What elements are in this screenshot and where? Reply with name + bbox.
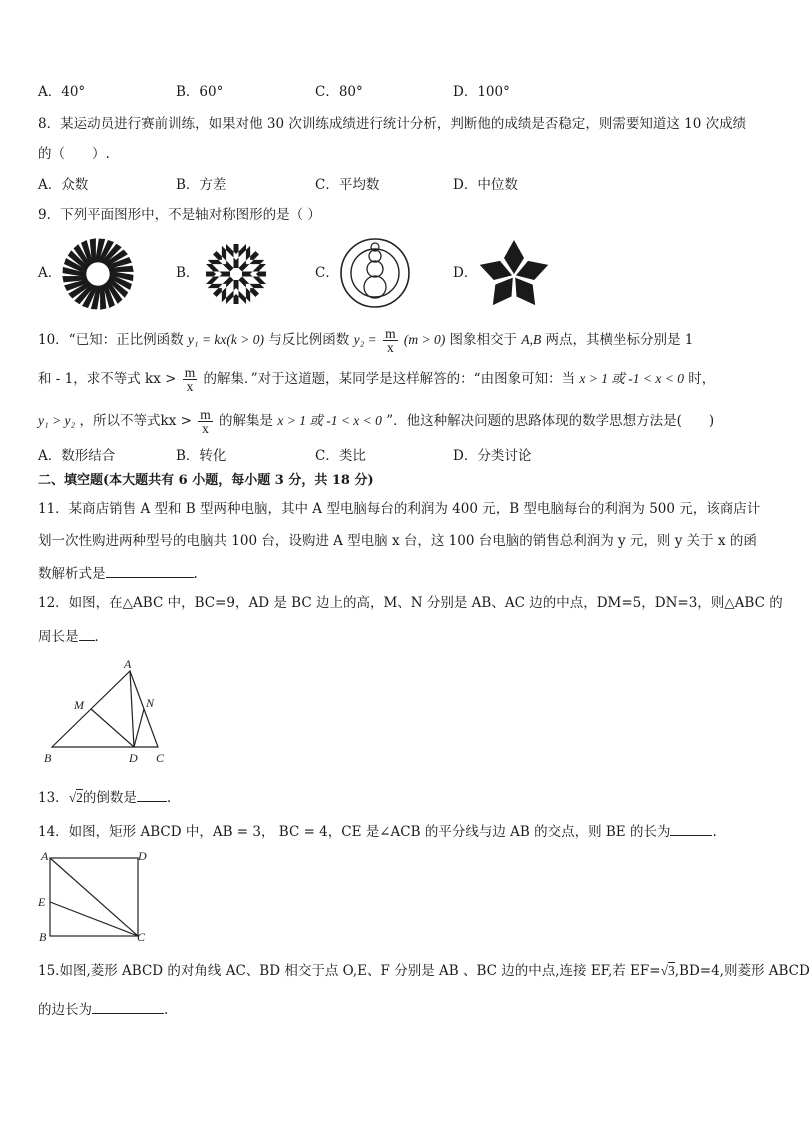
q9-figure-c-circles <box>338 236 412 310</box>
q10-text-3b: ，所以不等式kx > <box>79 413 192 429</box>
q12-label-b: B <box>44 751 52 765</box>
q12-triangle-figure <box>40 655 180 767</box>
q11-line1: 11．某商店销售 A 型和 B 型两种电脑，其中 A 型电脑每台的利润为 400 元，B 型电脑每台的利润为 500 元，该商店计 <box>38 501 761 517</box>
q10-line1 <box>38 327 693 354</box>
q13-answer-blank[interactable] <box>137 787 167 802</box>
q11-line2: 划一次性购进两种型号的电脑共 100 台，设购进 A 型电脑 x 台，这 100 台电脑的销售总利润为 y 元，则 y 关于 x 的函 <box>38 533 757 549</box>
q7-option-b: B．60° <box>176 84 224 100</box>
q8-option-a: A．众数 <box>38 177 89 193</box>
q14-answer-blank[interactable] <box>670 821 712 836</box>
q14-line: 14．如图，矩形 ABCD 中，AB = 3， BC = 4，CE 是∠ACB 的平分线与边 AB 的交点，则 BE 的长为 . <box>38 821 717 841</box>
q15-answer-blank[interactable] <box>92 999 164 1014</box>
q14-rectangle-figure <box>34 846 154 946</box>
q8-option-c: C．平均数 <box>315 177 380 193</box>
q10-line3 <box>38 408 714 435</box>
q10-text-1c: 与反比例函数 <box>268 332 350 348</box>
q10-text-2a: 和 - 1，求不等式 kx > <box>38 371 177 387</box>
q10-text-1a: 10．“已知：正比例函数 <box>38 332 184 348</box>
q9-label-c: C． <box>315 265 339 281</box>
q9-label-a: A． <box>38 265 62 281</box>
q10-text-1f: 图象相交于 <box>449 332 518 348</box>
q10-text-3c: 的解集是 <box>219 413 274 429</box>
q10-option-a: A．数形结合 <box>38 448 116 464</box>
q10-text-3e: ”．他这种解决问题的思路体现的数学思想方法是( ) <box>386 413 715 429</box>
q8-stem-line1: 8．某运动员进行赛前训练，如果对他 30 次训练成绩进行统计分析，判断他的成绩是否稳定，则需要知道这 10 次成绩 <box>38 116 747 132</box>
q10-line2 <box>38 366 715 393</box>
q9-figure-d-star <box>476 236 552 310</box>
q13-line: 13．√2的倒数是 . <box>38 787 171 807</box>
q10-fraction-m-over-x-2: $\frac{m}{x}$ <box>184 365 196 394</box>
q7-option-d: D．100° <box>453 84 510 100</box>
q10-text-2b: 的解集．”对于这道题，某同学是这样解答的：“由图象可知：当 <box>203 371 576 387</box>
q10-formula-y2: y₂ = <box>353 332 377 347</box>
q10-points-ab: A,B <box>521 332 542 347</box>
q12-label-n: N <box>146 696 155 710</box>
q12-label-m: M <box>74 698 84 712</box>
q12-line2: 周长是 ． <box>38 626 108 646</box>
q9-label-d: D． <box>453 265 478 281</box>
q10-formula-cond: (m > 0) <box>403 332 446 347</box>
q12-label-c: C <box>156 751 165 765</box>
section-title-fill-in: 二、填空题(本大题共有 6 小题，每小题 3 分，共 18 分) <box>38 473 374 488</box>
q12-label-d: D <box>129 751 138 765</box>
q8-stem-line2: 的（ ）. <box>38 146 110 162</box>
q10-fraction-m-over-x-3: $\frac{m}{x}$ <box>200 407 211 436</box>
q12-answer-blank[interactable] <box>79 626 95 641</box>
q9-stem: 9．下列平面图形中，不是轴对称图形的是（ ） <box>38 207 321 223</box>
q9-figure-a-swirl <box>62 238 134 310</box>
q9-label-b: B． <box>176 265 200 281</box>
q10-fraction-m-over-x: $\frac{m}{x}$ <box>385 326 396 355</box>
q15-line1: 15.如图,菱形 ABCD 的对角线 AC、BD 相交于点 O,E、F 分别是 AB 、BC 边的中点,连接 EF,若 EF=√3,BD=4,则菱形 ABCD <box>38 963 810 979</box>
q7-option-c: C．80° <box>315 84 363 100</box>
q11-line3: 数解析式是 . <box>38 563 198 583</box>
q10-option-b: B．转化 <box>176 448 227 464</box>
q14-label-e: E <box>38 895 46 909</box>
q7-option-a: A．40° <box>38 84 86 100</box>
q13-sqrt: √2 <box>68 790 83 805</box>
q8-option-d: D．中位数 <box>453 177 518 193</box>
q10-formula-range: x > 1 或 -1 < x < 0 <box>579 371 684 386</box>
q12-label-a: A <box>124 657 132 671</box>
q10-option-c: C．类比 <box>315 448 366 464</box>
q12-line1: 12．如图，在△ABC 中，BC=9，AD 是 BC 边上的高，M、N 分别是 AB、AC 边的中点，DM=5，DN=3，则△ABC 的 <box>38 595 783 611</box>
q15-line2: 的边长为 . <box>38 999 168 1019</box>
q15-sqrt: √3 <box>660 963 675 978</box>
q8-option-b: B．方差 <box>176 177 227 193</box>
q10-text-2d: 时， <box>688 371 716 387</box>
q10-option-d: D．分类讨论 <box>453 448 532 464</box>
q14-label-a: A <box>41 849 49 863</box>
q10-formula-y1-gt-y2: y₁ > y₂ <box>38 413 76 428</box>
q10-text-1h: 两点，其横坐标分别是 1 <box>545 332 694 348</box>
q11-answer-blank[interactable] <box>106 563 194 578</box>
q10-formula-y1: y₁ = kx(k > 0) <box>187 332 265 347</box>
q14-label-d: D <box>138 849 147 863</box>
q10-formula-solution: x > 1 或 -1 < x < 0 <box>277 413 382 428</box>
q14-label-c: C <box>137 930 146 944</box>
q9-figure-b-snowflake <box>200 238 272 310</box>
q14-label-b: B <box>39 930 47 944</box>
